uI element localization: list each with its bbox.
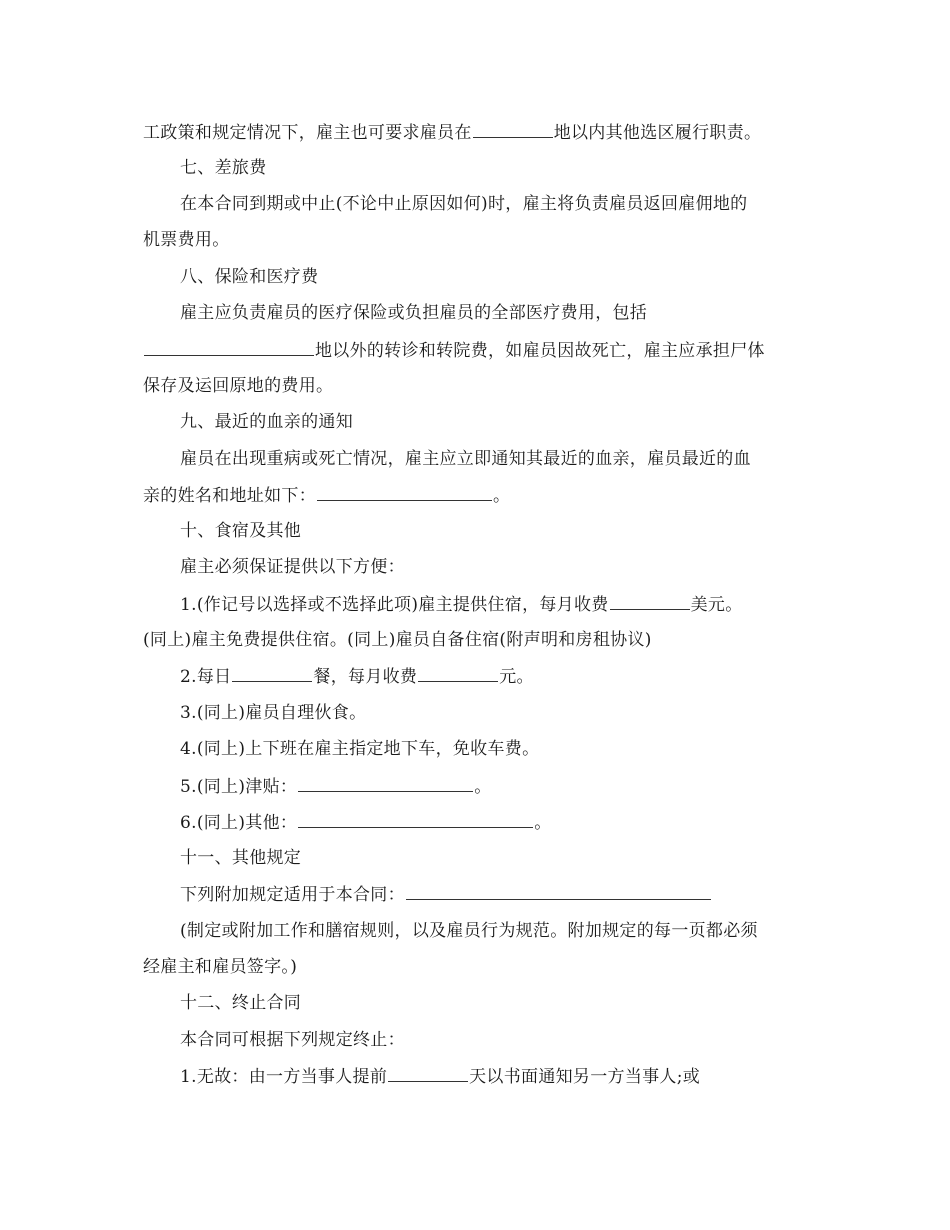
fill-blank <box>406 883 711 900</box>
paragraph-line: 在本合同到期或中止(不论中止原因如何)时，雇主将负责雇员返回雇佣地的 <box>180 194 748 214</box>
list-item <box>180 593 743 616</box>
paragraph-line: 机票费用。 <box>143 230 230 250</box>
paragraph-line <box>180 883 712 906</box>
text: 2.每日 <box>180 667 232 687</box>
paragraph-line: 雇主必须保证提供以下方便： <box>180 557 405 577</box>
fill-blank <box>388 1065 468 1082</box>
text: 。 <box>474 777 492 797</box>
fill-blank <box>610 593 690 610</box>
text: 餐，每月收费 <box>313 667 418 687</box>
text: 地以外的转诊和转院费，如雇员因故死亡，雇主应承担尸体 <box>315 341 765 361</box>
list-item: 4.(同上)上下班在雇主指定地下车，免收车费。 <box>180 739 540 759</box>
paragraph-line: 本合同可根据下列规定终止： <box>180 1030 405 1050</box>
paragraph-line <box>143 484 510 507</box>
paragraph-line: (同上)雇主免费提供住宿。(同上)雇员自备住宿(附声明和房租协议) <box>143 630 652 650</box>
text: 。 <box>534 813 552 833</box>
paragraph-line: 雇主应负责雇员的医疗保险或负担雇员的全部医疗费用，包括 <box>180 303 648 323</box>
text: 下列附加规定适用于本合同： <box>180 885 405 905</box>
text: 美元。 <box>690 595 743 615</box>
section-heading-next-of-kin: 九、最近的血亲的通知 <box>180 412 353 432</box>
text: 6.(同上)其他： <box>180 813 298 833</box>
list-item <box>180 775 492 798</box>
text: 1.(作记号以选择或不选择此项)雇主提供住宿，每月收费 <box>180 595 609 615</box>
text: 1.无故：由一方当事人提前 <box>180 1067 388 1087</box>
paragraph-line: (制定或附加工作和膳宿规则，以及雇员行为规范。附加规定的每一页都必须 <box>180 921 758 941</box>
text: 5.(同上)津贴： <box>180 777 298 797</box>
fill-blank <box>473 121 553 138</box>
list-item <box>180 1065 700 1088</box>
fill-blank <box>418 665 498 682</box>
fill-blank <box>298 811 533 828</box>
text: 天以书面通知另一方当事人;或 <box>469 1067 701 1087</box>
paragraph-line: 经雇主和雇员签字。) <box>143 957 298 977</box>
section-heading-termination: 十二、终止合同 <box>180 993 302 1013</box>
fill-blank <box>232 665 312 682</box>
text: 地以内其他选区履行职责。 <box>553 123 762 143</box>
fill-blank <box>317 484 492 501</box>
paragraph-line <box>143 339 765 362</box>
paragraph-line <box>143 121 761 144</box>
fill-blank <box>144 339 314 356</box>
text: 。 <box>493 486 511 506</box>
text: 元。 <box>499 667 534 687</box>
text: 亲的姓名和地址如下： <box>143 486 316 506</box>
text: 工政策和规定情况下，雇主也可要求雇员在 <box>143 123 472 143</box>
paragraph-line: 雇员在出现重病或死亡情况，雇主应立即通知其最近的血亲，雇员最近的血 <box>180 449 751 469</box>
list-item: 3.(同上)雇员自理伙食。 <box>180 703 367 723</box>
list-item <box>180 665 534 688</box>
section-heading-board: 十、食宿及其他 <box>180 521 302 541</box>
paragraph-line: 保存及运回原地的费用。 <box>143 376 334 396</box>
fill-blank <box>298 775 473 792</box>
section-heading-other-rules: 十一、其他规定 <box>180 848 302 868</box>
list-item <box>180 811 552 834</box>
section-heading-travel: 七、差旅费 <box>180 158 267 178</box>
section-heading-insurance: 八、保险和医疗费 <box>180 267 319 287</box>
